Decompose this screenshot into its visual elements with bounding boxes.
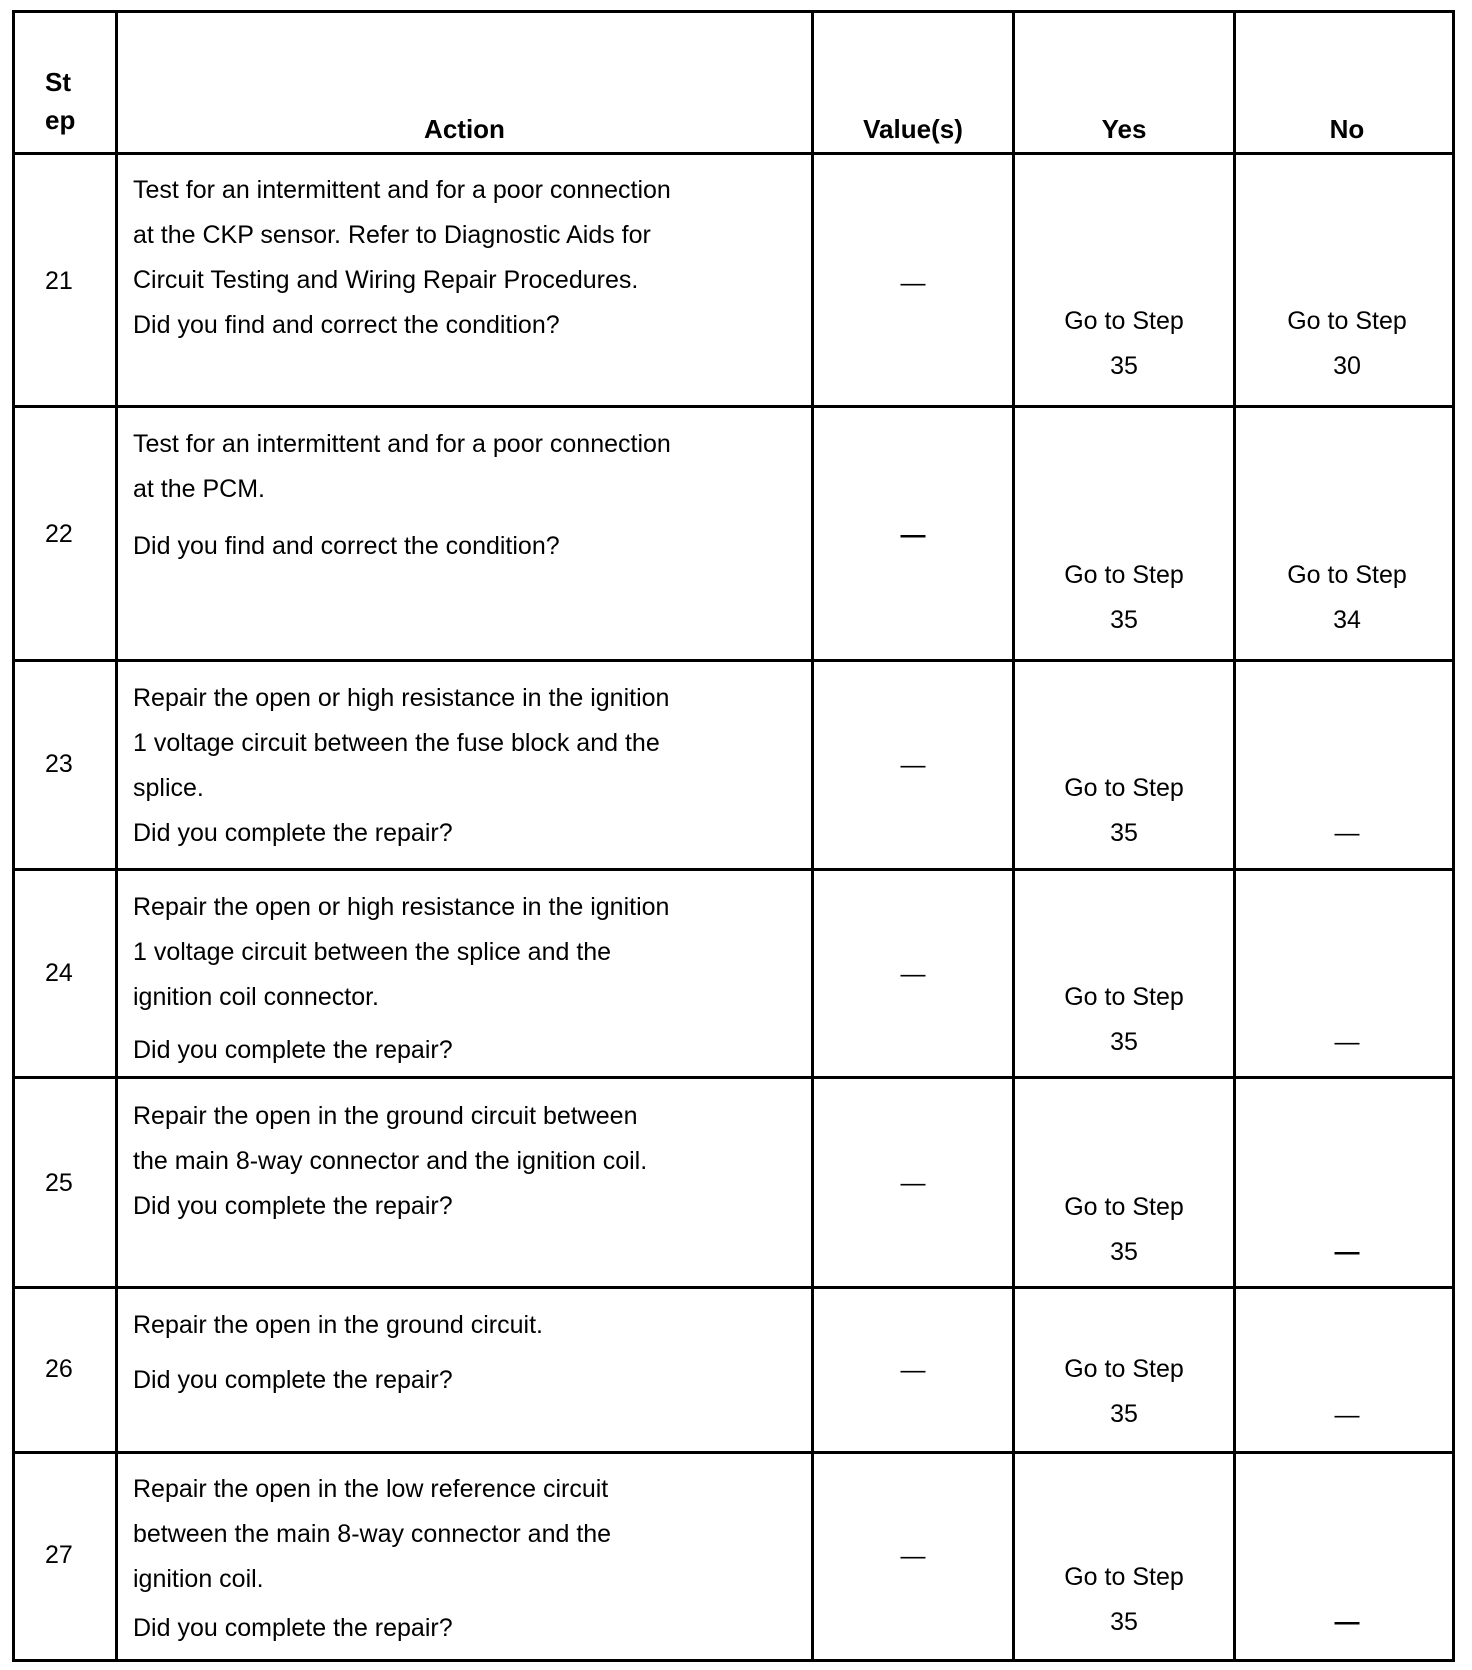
action-text (133, 1094, 647, 1229)
no-goto-step: 30 (1333, 352, 1361, 380)
action-line: between the main 8-way connector and the (133, 1520, 612, 1548)
action-line: 1 voltage circuit between the fuse block and the (133, 729, 660, 757)
yes-goto-label: Go to Step (1064, 1563, 1184, 1591)
yes-goto-label: Go to Step (1064, 561, 1184, 589)
no-goto-label: Go to Step (1287, 307, 1407, 335)
yes-goto-step: 35 (1110, 1608, 1138, 1636)
action-text (133, 168, 671, 348)
yes-goto-label: Go to Step (1064, 1355, 1184, 1383)
header-action: Action (424, 114, 505, 144)
no-dash: — (1334, 819, 1360, 847)
yes-goto (1015, 766, 1233, 856)
action-line: Repair the open in the ground circuit between (133, 1102, 638, 1130)
no-goto (1236, 553, 1458, 643)
yes-goto-label: Go to Step (1064, 983, 1184, 1011)
step-number: 27 (45, 1541, 73, 1569)
yes-goto-label: Go to Step (1064, 1193, 1184, 1221)
header-yes: Yes (1101, 114, 1147, 144)
action-line: Did you complete the repair? (133, 1366, 453, 1394)
step-number: 21 (45, 267, 73, 295)
action-line: Did you complete the repair? (133, 1192, 453, 1220)
action-line: Repair the open or high resistance in the ignition (133, 893, 670, 921)
yes-goto-step: 35 (1110, 1400, 1138, 1428)
yes-goto (1015, 553, 1233, 643)
row-divider (15, 1076, 1452, 1079)
action-text (133, 1467, 611, 1651)
yes-goto-step: 35 (1110, 1238, 1138, 1266)
yes-goto (1015, 1555, 1233, 1645)
action-line: Repair the open in the low reference circuit (133, 1475, 609, 1503)
yes-goto (1015, 1185, 1233, 1275)
value-dash: — (900, 269, 926, 297)
action-line: Test for an intermittent and for a poor connection (133, 430, 671, 458)
row-divider (15, 1286, 1452, 1289)
no-goto (1236, 299, 1458, 389)
action-line: at the CKP sensor. Refer to Diagnostic Aids for (133, 221, 651, 249)
diagnostic-table (12, 10, 1455, 1662)
row-divider (15, 659, 1452, 662)
row-divider (15, 152, 1452, 155)
yes-goto (1015, 299, 1233, 389)
yes-goto-step: 35 (1110, 819, 1138, 847)
action-text (133, 1303, 543, 1403)
action-line: ignition coil. (133, 1565, 264, 1593)
column-divider (115, 13, 118, 1659)
header-step (45, 63, 75, 139)
yes-goto-label: Go to Step (1064, 307, 1184, 335)
action-text (133, 422, 671, 569)
action-line: Circuit Testing and Wiring Repair Procedures. (133, 266, 639, 294)
action-text (133, 885, 669, 1073)
yes-goto-label: Go to Step (1064, 774, 1184, 802)
yes-goto-step: 35 (1110, 1028, 1138, 1056)
action-line: Did you find and correct the condition? (133, 311, 560, 339)
value-dash: — (900, 1169, 926, 1197)
no-dash: — (1334, 1028, 1360, 1056)
yes-goto (1015, 975, 1233, 1065)
no-dash: — (1334, 1238, 1360, 1266)
header-values: Value(s) (863, 114, 963, 144)
action-line: Did you complete the repair? (133, 1614, 453, 1642)
row-divider (15, 1451, 1452, 1454)
no-dash: — (1334, 1608, 1360, 1636)
yes-goto (1015, 1347, 1233, 1437)
step-number: 24 (45, 959, 73, 987)
action-line: Repair the open in the ground circuit. (133, 1311, 543, 1339)
yes-goto-step: 35 (1110, 352, 1138, 380)
action-line: Did you complete the repair? (133, 819, 453, 847)
action-line: at the PCM. (133, 475, 265, 503)
action-line: Test for an intermittent and for a poor connection (133, 176, 671, 204)
value-dash: — (900, 960, 926, 988)
action-line: Repair the open or high resistance in the ignition (133, 684, 670, 712)
no-goto-step: 34 (1333, 606, 1361, 634)
step-number: 25 (45, 1169, 73, 1197)
header-step-line2: ep (45, 105, 76, 135)
step-number: 23 (45, 750, 73, 778)
row-divider (15, 868, 1452, 871)
value-dash: — (900, 521, 926, 549)
value-dash: — (900, 751, 926, 779)
action-line: ignition coil connector. (133, 983, 379, 1011)
action-line: the main 8-way connector and the ignition coil. (133, 1147, 648, 1175)
no-goto-label: Go to Step (1287, 561, 1407, 589)
action-text (133, 676, 669, 856)
step-number: 26 (45, 1355, 73, 1383)
row-divider (15, 405, 1452, 408)
step-number: 22 (45, 520, 73, 548)
header-no: No (1329, 114, 1365, 144)
action-line: splice. (133, 774, 204, 802)
action-line: Did you complete the repair? (133, 1036, 453, 1064)
header-step-line1: St (45, 67, 71, 97)
column-divider (811, 13, 814, 1659)
action-line: Did you find and correct the condition? (133, 532, 560, 560)
value-dash: — (900, 1356, 926, 1384)
yes-goto-step: 35 (1110, 606, 1138, 634)
no-dash: — (1334, 1401, 1360, 1429)
action-line: 1 voltage circuit between the splice and the (133, 938, 612, 966)
value-dash: — (900, 1542, 926, 1570)
